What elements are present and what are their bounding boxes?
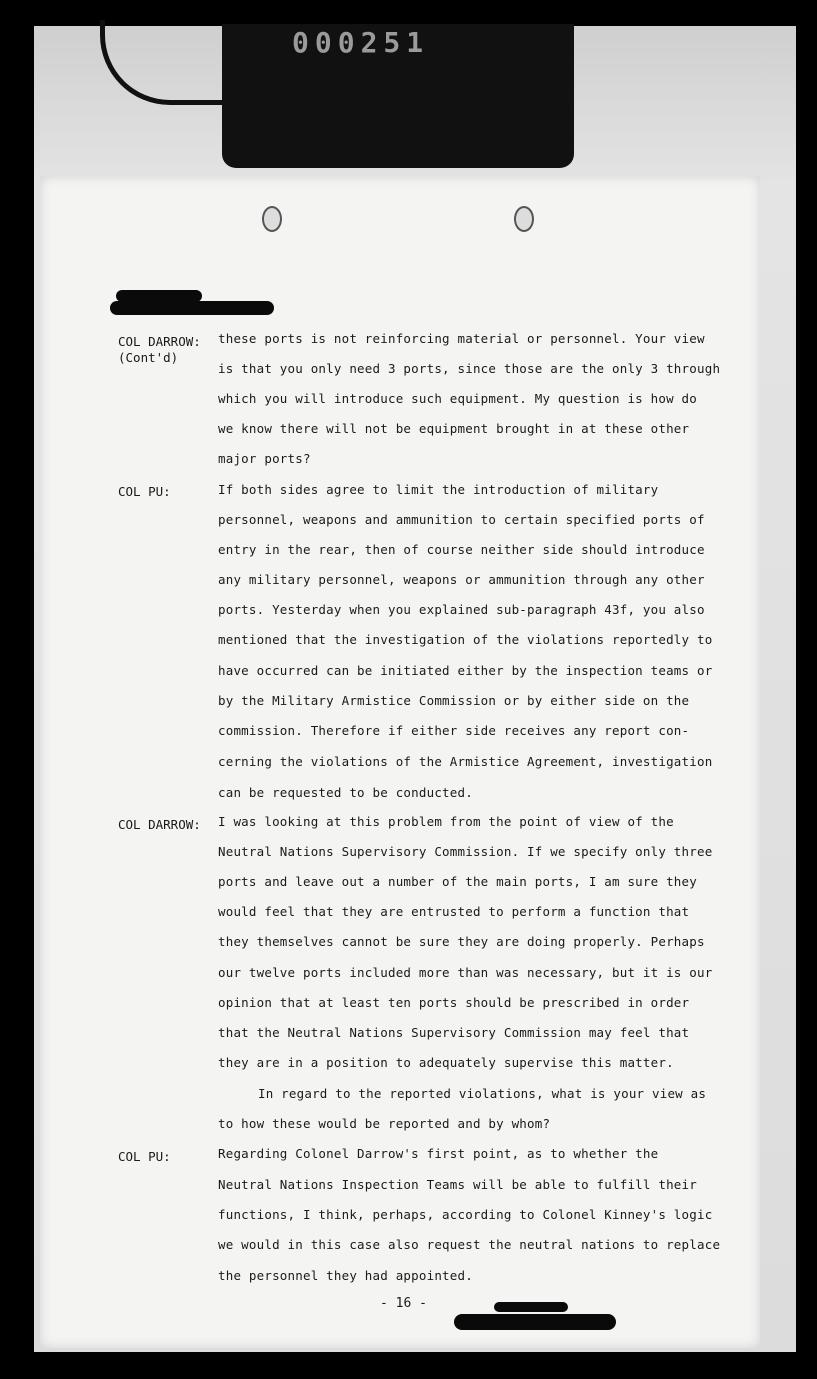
text-line: ports and leave out a number of the main ports, I am sure they	[218, 874, 697, 889]
text-line: which you will introduce such equipment. My question is how do	[218, 391, 697, 406]
text-line: our twelve ports included more than was necessary, but it is our	[218, 965, 713, 980]
speaker-label: COL PU:	[118, 484, 171, 499]
speaker-label: COL PU:	[118, 1149, 171, 1164]
redaction-mark-bottom-small	[494, 1302, 568, 1312]
text-line: is that you only need 3 ports, since those are the only 3 through	[218, 361, 721, 376]
redaction-mark-classification	[110, 301, 274, 315]
text-line: any military personnel, weapons or ammunition through any other	[218, 572, 705, 587]
text-line: I was looking at this problem from the point of view of the	[218, 814, 674, 829]
redaction-mark-bottom	[454, 1314, 616, 1330]
text-line: entry in the rear, then of course neither side should introduce	[218, 542, 705, 557]
text-line: by the Military Armistice Commission or by either side on the	[218, 693, 690, 708]
punch-hole-right	[514, 206, 534, 232]
text-line: opinion that at least ten ports should be prescribed in order	[218, 995, 690, 1010]
text-line: major ports?	[218, 451, 311, 466]
text-line: Neutral Nations Supervisory Commission. If we specify only three	[218, 844, 713, 859]
text-line: these ports is not reinforcing material or personnel. Your view	[218, 331, 705, 346]
text-line: they are in a position to adequately supervise this matter.	[218, 1055, 674, 1070]
page-number: - 16 -	[380, 1296, 427, 1311]
text-line: we would in this case also request the neutral nations to replace	[218, 1237, 721, 1252]
text-line: they themselves cannot be sure they are doing properly. Perhaps	[218, 934, 705, 949]
text-line: to how these would be reported and by whom?	[218, 1116, 551, 1131]
frame-counter-digits: 000251	[292, 26, 430, 59]
punch-hole-left	[262, 206, 282, 232]
text-line: personnel, weapons and ammunition to certain specified ports of	[218, 512, 705, 527]
text-line: Regarding Colonel Darrow's first point, as to whether the	[218, 1146, 659, 1161]
text-line: ports. Yesterday when you explained sub-paragraph 43f, you also	[218, 602, 705, 617]
text-line: have occurred can be initiated either by the inspection teams or	[218, 663, 713, 678]
text-line: that the Neutral Nations Supervisory Commission may feel that	[218, 1025, 690, 1040]
text-line: Neutral Nations Inspection Teams will be able to fulfill their	[218, 1177, 697, 1192]
text-line: we know there will not be equipment brought in at these other	[218, 421, 690, 436]
text-line: In regard to the reported violations, what is your view as	[258, 1086, 707, 1101]
text-line: cerning the violations of the Armistice Agreement, investigation	[218, 754, 713, 769]
speaker-label: COL DARROW:	[118, 817, 201, 832]
text-line: commission. Therefore if either side receives any report con-	[218, 723, 690, 738]
text-line: mentioned that the investigation of the violations reportedly to	[218, 632, 713, 647]
text-line: If both sides agree to limit the introduction of military	[218, 482, 659, 497]
text-line: functions, I think, perhaps, according to Colonel Kinney's logic	[218, 1207, 713, 1222]
text-line: the personnel they had appointed.	[218, 1268, 473, 1283]
text-line: can be requested to be conducted.	[218, 785, 473, 800]
text-line: would feel that they are entrusted to perform a function that	[218, 904, 690, 919]
speaker-label: COL DARROW: (Cont'd)	[118, 334, 201, 365]
